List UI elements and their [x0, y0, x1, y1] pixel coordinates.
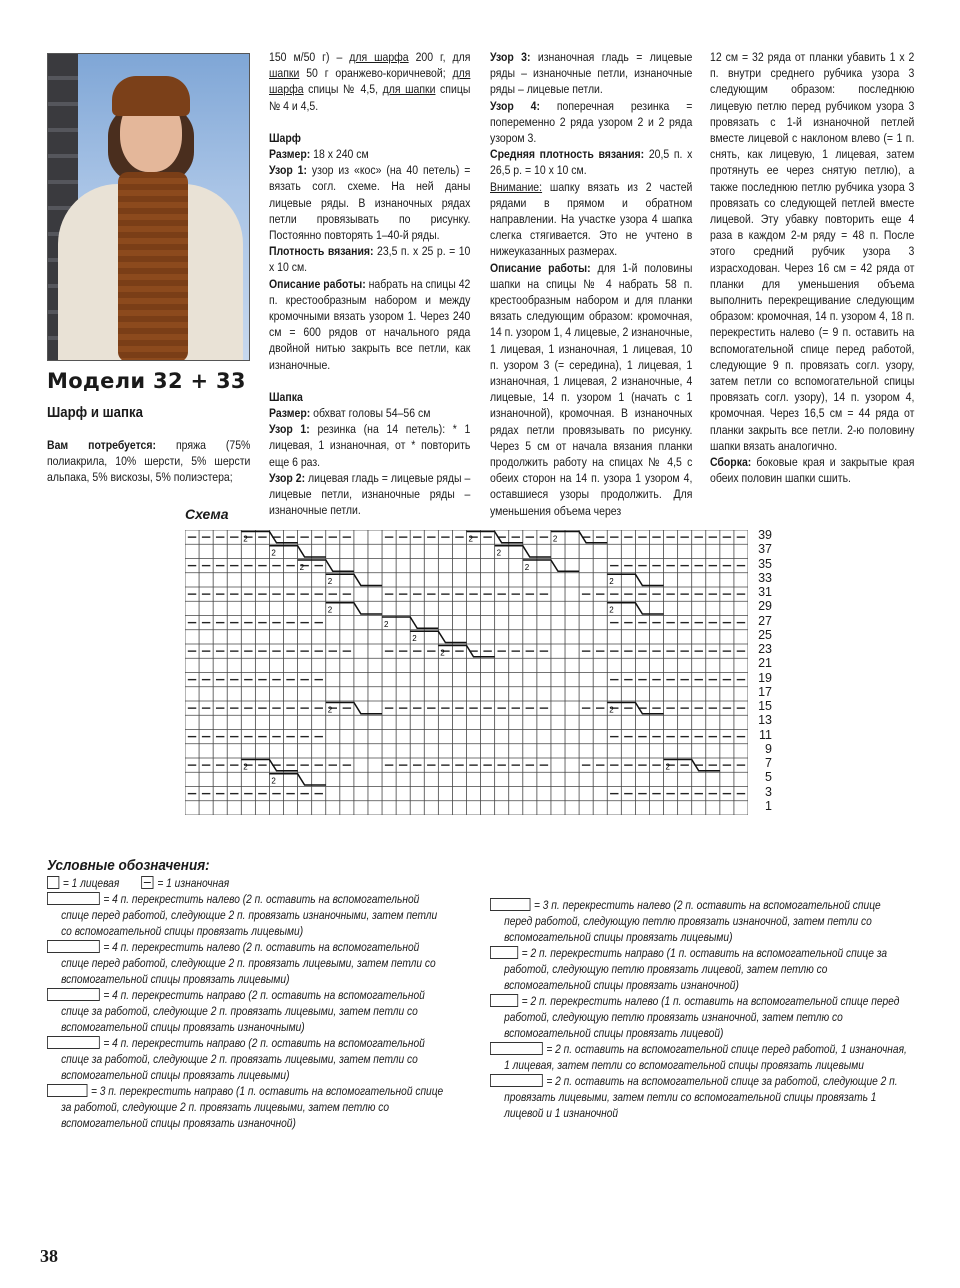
value: для 1-й половины шапки на спицы № 4 набрать 58 п. крестообразным набором и для планки вязать следующим образом: кромочная, 14 п. узором 1, 4 лицевые, 2 изнаночные, 1 лицевая, 1 изнаночная, 1 лицевая, 10 п. узором 3 (= середина), 1 лицевая, 1 изнаночная, 1 лицевая, 2 изнаночные, 4 лицевые, 14 п. узором 1 (начать с 1 изнаночной), кромочная. В изнаночных рядах петли провязывать по рисунку. Через 5 см от начала вязания планки продолжить работу на спицах № 4,5 с обеих сторон на 14 п. узора 1 узором 4, оставшиеся узоры продолжить. Для уменьшения объема через	[490, 260, 693, 518]
svg-text:2: 2	[243, 534, 248, 544]
materials-paragraph	[47, 437, 250, 486]
legend-right	[490, 898, 910, 1122]
materials-cont: 200 г, для	[408, 50, 471, 64]
materials-hat-underline: для шапки	[382, 82, 436, 97]
chart-row-label: 29	[758, 599, 772, 614]
legend-right-item	[490, 898, 911, 946]
cable-cross-symbol-icon	[47, 892, 100, 905]
cable-cross-symbol-icon	[47, 988, 100, 1001]
label: Узор 4:	[490, 98, 540, 113]
cable-cross-symbol-icon	[47, 1036, 100, 1049]
text-column-2	[269, 49, 470, 518]
hat-work	[490, 260, 692, 519]
chart-row-label: 15	[758, 699, 772, 713]
materials-cont: 50 г оранжево-коричневой;	[299, 66, 453, 81]
label: Плотность вязания:	[269, 244, 374, 259]
svg-text:2: 2	[609, 605, 614, 615]
cable-cross-symbol-icon	[490, 994, 518, 1007]
value: боковые края и закрытые края обеих половин шапки сшить.	[710, 455, 915, 486]
legend-title: Условные обозначения:	[47, 857, 210, 874]
materials-continued	[269, 49, 470, 114]
label: Узор 1:	[269, 422, 310, 437]
value: резинка (на 14 петель): * 1 лицевая, 1 изнаночная, от * повторить еще 6 раз.	[269, 422, 471, 469]
materials-label: Вам потребуется:	[47, 438, 157, 452]
label: Сборка:	[710, 455, 752, 470]
chart-row-label: 27	[758, 613, 772, 628]
chart-row-label: 39	[758, 528, 772, 542]
chart-row-label: 31	[758, 585, 772, 599]
legend-description: = 2 п. перекрестить налево (1 п. оставить на вспомогательной спице перед работой, следующую петлю провязать изнаночной, затем петлю со вспомогательной спицы провязать лицевой)	[504, 995, 900, 1040]
value: поперечная резинка = попеременно 2 ряда узором 2 и 2 ряда узором 3.	[490, 98, 693, 146]
value: обхват головы 54–56 см	[310, 406, 431, 421]
chart-row-label: 33	[758, 570, 772, 585]
legend-left	[47, 876, 447, 1132]
legend-left-item	[47, 988, 448, 1036]
chart-row-label: 3	[765, 784, 772, 799]
chart-row-label: 35	[758, 556, 772, 571]
chart-row-label: 37	[758, 542, 772, 557]
scarf-size	[269, 146, 470, 162]
chart-row-label: 7	[765, 756, 772, 770]
label: Размер:	[269, 147, 311, 162]
text-column-3	[490, 49, 692, 519]
model-photo	[47, 53, 250, 361]
hat-work-continued: 12 см = 32 ряда от планки убавить 1 х 2 п. внутри среднего рубчика узора 3 следующим образом: последнюю лицевую петлю перед рубчиком узора 3 провязать с 1-й изнаночной петлей вместе лицевой с наклоном влево (= 1 п. снять, как лицевую, 1 лицевая, затем протянуть ее через снятую петлю), а также последнюю петлю рубчика узора 3 провязать со следующей петлей вместе лицевой. Эту убавку повторить еще 4 раза в каждом 2-м ряду = 48 п. После этого средний рубчик узора 3 израсходован. Через 16 см = 42 ряда от планки для уменьшения объема выполнить перекрещивание следующим образом: кромочная, 14 п. узором 4, 18 п. перекрестить налево (= 9 п. оставить на вспомогательной спице перед работой, следующие 9 п. провязать согл. узору, затем петли со вспомогательной спицы провязать согл. узору), 14 п. узором 4, кромочная. Через 16,5 см = 44 ряда от планки закрыть все петли. 2-ю половину шапки вязать аналогично.	[710, 50, 915, 453]
chart-row-label: 17	[758, 684, 772, 699]
value: 20,5 п. х 26,5 р. = 10 х 10 см.	[490, 147, 693, 178]
legend-description: = 3 п. перекрестить направо (1 п. оставить на вспомогательной спице за работой, следующие 2 п. провязать лицевыми, затем петлю со вспомогательной спицы провязать изнаночной)	[61, 1085, 444, 1130]
label: Средняя плотность вязания:	[490, 147, 645, 162]
legend-left-items	[47, 892, 448, 1132]
legend-right-item	[490, 1042, 911, 1074]
svg-text:2: 2	[524, 562, 530, 572]
chart-row-label: 19	[758, 670, 772, 685]
hat-heading: Шапка	[269, 389, 303, 404]
purl-stitch-icon	[142, 876, 154, 889]
label: Узор 1:	[269, 163, 308, 178]
chart-grid	[185, 530, 748, 815]
hat-size	[269, 405, 470, 421]
chart-row-label: 11	[759, 727, 772, 742]
cable-cross-symbol-icon	[490, 946, 518, 959]
scarf-work	[269, 276, 470, 373]
legend-description: = 4 п. перекрестить налево (2 п. оставить на вспомогательной спице перед работой, следующие 2 п. провязать лицевыми, затем петли со вспомогательной спицы провязать лицевыми)	[61, 941, 436, 986]
materials-cont: спицы № 4 и 4,5.	[269, 82, 471, 113]
legend-purl-label: = 1 изнаночная	[157, 877, 230, 890]
label: Внимание:	[490, 179, 543, 194]
knit-stitch-icon	[47, 876, 59, 889]
text-column-4	[710, 49, 914, 486]
cable-cross-symbol-icon	[490, 1042, 543, 1055]
legend-right-item	[490, 1074, 911, 1122]
svg-text:2: 2	[412, 634, 417, 643]
svg-text:2: 2	[271, 776, 276, 786]
svg-text:2: 2	[327, 577, 333, 586]
cable-cross-symbol-icon	[47, 1084, 87, 1097]
label: Узор 3:	[490, 50, 531, 64]
chart-row-label: 1	[765, 798, 772, 813]
legend-left-item	[47, 940, 448, 988]
svg-text:2: 2	[609, 577, 614, 586]
materials-hat-underline: шапки	[269, 66, 300, 81]
legend-knit-label: = 1 лицевая	[62, 877, 120, 890]
label: Описание работы:	[269, 276, 366, 291]
value: узор из «кос» (на 40 петель) = вязать согл. схеме. На ней даны лицевые ряды. В изнаночных рядах петли провязывать по рисунку. Постоянно повторять 1–40-й ряды.	[269, 163, 471, 243]
materials-scarf-underline: для шарфа	[269, 66, 471, 97]
label: Узор 2:	[269, 470, 306, 485]
hat-attention	[490, 179, 692, 260]
knitted-scarf	[118, 172, 188, 361]
knitting-chart	[185, 530, 748, 815]
legend-description: = 2 п. оставить на вспомогательной спице перед работой, 1 изнаночная, 1 лицевая, затем петли со вспомогательной спицы провязать лицевыми	[504, 1043, 907, 1072]
chart-row-label: 21	[758, 656, 772, 671]
chart-row-label: 5	[765, 770, 772, 785]
scarf-heading: Шарф	[269, 130, 301, 145]
value: 18 х 240 см	[310, 147, 369, 162]
svg-text:2: 2	[609, 705, 614, 715]
chart-title: Схема	[185, 506, 229, 522]
svg-text:2: 2	[327, 605, 333, 615]
legend-left-item	[47, 1084, 448, 1132]
legend-description: = 2 п. оставить на вспомогательной спице за работой, следующие 2 п. провязать лицевыми, затем петли со вспомогательной спицы провязать 1 лицевой и 1 изнаночной	[504, 1075, 898, 1120]
knitted-hat	[112, 76, 190, 116]
chart-row-label: 9	[765, 741, 772, 756]
label: Размер:	[269, 406, 311, 421]
svg-text:2: 2	[243, 762, 248, 772]
legend-right-item	[490, 946, 911, 994]
value: 23,5 п. х 25 р. = 10 х 10 см.	[269, 244, 471, 275]
scarf-gauge	[269, 243, 470, 275]
hat-gauge	[490, 146, 692, 178]
legend-left-item	[47, 892, 448, 940]
page-subtitle: Шарф и шапка	[47, 404, 143, 421]
svg-text:2: 2	[665, 762, 670, 772]
cable-cross-symbol-icon	[490, 1074, 543, 1087]
chart-row-labels	[752, 528, 772, 813]
legend-description: = 4 п. перекрестить направо (2 п. оставить на вспомогательной спице за работой, следующие 2 п. провязать лицевыми, затем петли со вспомогательной спицы провязать изнаночными)	[61, 989, 425, 1034]
svg-text:2: 2	[271, 548, 276, 558]
hat-pattern-2	[269, 470, 470, 519]
chart-row-label: 13	[758, 713, 772, 728]
materials-scarf-underline: для шарфа	[349, 50, 409, 64]
hat-pattern-1	[269, 421, 470, 470]
svg-text:2: 2	[384, 619, 389, 629]
svg-text:2: 2	[440, 648, 445, 658]
legend-purl	[142, 876, 230, 892]
value: лицевая гладь = лицевые ряды – лицевые петли, изнаночные ряды – изнаночные петли.	[269, 470, 471, 518]
hat-pattern-3	[490, 49, 692, 98]
cable-cross-symbol-icon	[47, 940, 100, 953]
value: набрать на спицы 42 п. крестообразным набором и между кромочными вязать узором 1. Через 240 см = 600 рядов от начального ряда двойной нитью закрыть все петли, как изнаночные.	[269, 276, 471, 372]
chart-row-label: 25	[758, 627, 772, 642]
svg-text:2: 2	[327, 705, 333, 715]
page-title: Модели 32 + 33	[47, 369, 246, 393]
materials-text: пряжа (75% полиакрила, 10% шерсти, 5% шерсти альпака, 5% вискозы, 5% полиэстера;	[47, 438, 251, 485]
page-number: 38	[40, 1246, 58, 1266]
hat-assembly	[710, 454, 914, 486]
legend-description: = 4 п. перекрестить направо (2 п. оставить на вспомогательной спице за работой, следующие 2 п. провязать лицевыми, затем петли со вспомогательной спицы провязать лицевыми)	[61, 1037, 425, 1082]
legend-description: = 4 п. перекрестить налево (2 п. оставить на вспомогательной спице перед работой, следующие 2 п. провязать изнаночными, затем петли со вспомогательной спицы провязать лицевыми)	[61, 893, 438, 938]
legend-description: = 2 п. перекрестить направо (1 п. оставить на вспомогательной спице за работой, следующую петлю провязать лицевой, затем петлю со вспомогательной спицы провязать изнаночной)	[504, 947, 888, 992]
materials-cont: 150 м/50 г) –	[269, 50, 350, 64]
svg-text:2: 2	[552, 534, 558, 544]
legend-right-items	[490, 898, 911, 1122]
svg-text:2: 2	[299, 562, 305, 572]
legend-basic	[47, 876, 448, 892]
chart-row-label: 23	[758, 642, 772, 656]
svg-text:2: 2	[468, 534, 473, 544]
text-column-1	[47, 437, 250, 486]
value: изнаночная гладь = лицевые ряды – изнаночные петли, изнаночные ряды – лицевые петли.	[490, 50, 693, 97]
legend-description: = 3 п. перекрестить налево (2 п. оставить на вспомогательной спице перед работой, следующую петлю провязать изнаночной, затем петли со вспомогательной спицы провязать лицевыми)	[504, 899, 881, 944]
materials-cont: спицы № 4,5,	[303, 82, 383, 97]
legend-knit	[47, 876, 119, 892]
value: шапку вязать из 2 частей рядами в прямом и обратном направлении. На участке узора 4 шапка слегка стягивается. Это не учтено в нижеуказанных размерах.	[490, 179, 693, 259]
hat-pattern-4	[490, 98, 692, 147]
legend-right-item	[490, 994, 911, 1042]
cable-cross-symbol-icon	[490, 898, 530, 911]
scarf-pattern-1	[269, 162, 470, 243]
svg-text:2: 2	[496, 548, 502, 558]
label: Описание работы:	[490, 260, 591, 275]
legend-left-item	[47, 1036, 448, 1084]
